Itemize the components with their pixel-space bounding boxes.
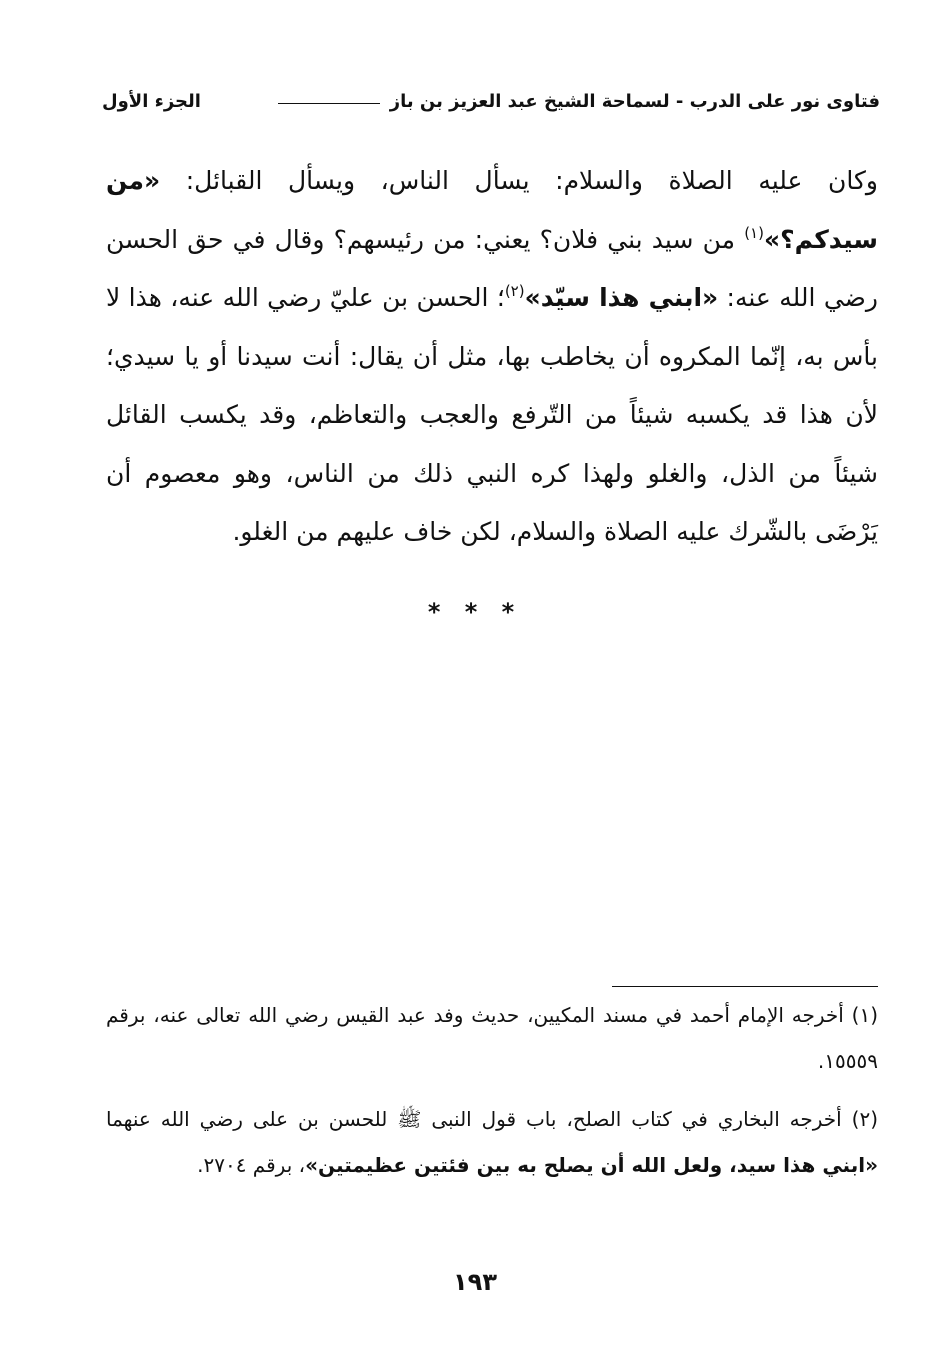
- footnote-ref-2[interactable]: (٢): [504, 282, 525, 300]
- volume-label: الجزء الأول: [102, 90, 201, 112]
- hadith-quote-2: «ابني هذا سيّد»: [524, 283, 719, 312]
- book-title: فتاوى نور على الدرب - لسماحة الشيخ عبد العزيز بن باز: [389, 90, 880, 112]
- footnote-1: (١) أخرجه الإمام أحمد في مسند المكيين، حديث وفد عبد القيس رضي الله تعالى عنه، برقم ١٥٥٥٩.: [106, 1003, 878, 1073]
- footnote-ref-1[interactable]: (١): [744, 223, 764, 242]
- body-segment: ؛ الحسن بن عليّ رضي الله عنه، هذا لا بأس به، إنّما المكروه أن يخاطب بها، مثل أن يقال: أنت سيدنا أو يا سيدي؛ لأن هذا قد يكسبه شيئاً من التّرفع والعجب والتعاظم، وقد يكسب القائل شيئاً من الذل، والغلو ولهذا كره النبي ذلك من الناس، وهو معصوم أن يَرْضَى بالشّرك عليه الصلاة والسلام، لكن خاف عليهم من الغلو.: [106, 283, 878, 546]
- body-segment: من سيد بني فلان؟ يعني: من رئيسهم؟ وقال في حق الحسن رضي الله عنه:: [106, 224, 878, 312]
- footnote-divider: [612, 986, 878, 987]
- hadith-quote-1: «من سيدكم؟»: [106, 166, 878, 254]
- section-separator: * * *: [427, 598, 523, 626]
- page-number: ١٩٣: [453, 1268, 497, 1296]
- header-dash-line: [278, 103, 380, 104]
- running-title: [268, 91, 880, 112]
- footnote-2: [106, 1096, 878, 1188]
- fatwa-body-text: [106, 152, 878, 562]
- footnote-2-hadith: «ابني هذا سيد، ولعل الله أن يصلح به بين فئتين عظيمتين»: [305, 1153, 878, 1177]
- footnote-2-text: (٢) أخرجه البخاري في كتاب الصلح، باب قول النبى ﷺ للحسن بن على رضي الله عنهما: [106, 1107, 878, 1131]
- body-segment: وكان عليه الصلاة والسلام: يسأل الناس، ويسأل القبائل:: [160, 166, 878, 195]
- running-header: [102, 84, 880, 118]
- footnotes: [106, 992, 878, 1200]
- footnote-2-ref: ، برقم ٢٧٠٤.: [197, 1153, 306, 1177]
